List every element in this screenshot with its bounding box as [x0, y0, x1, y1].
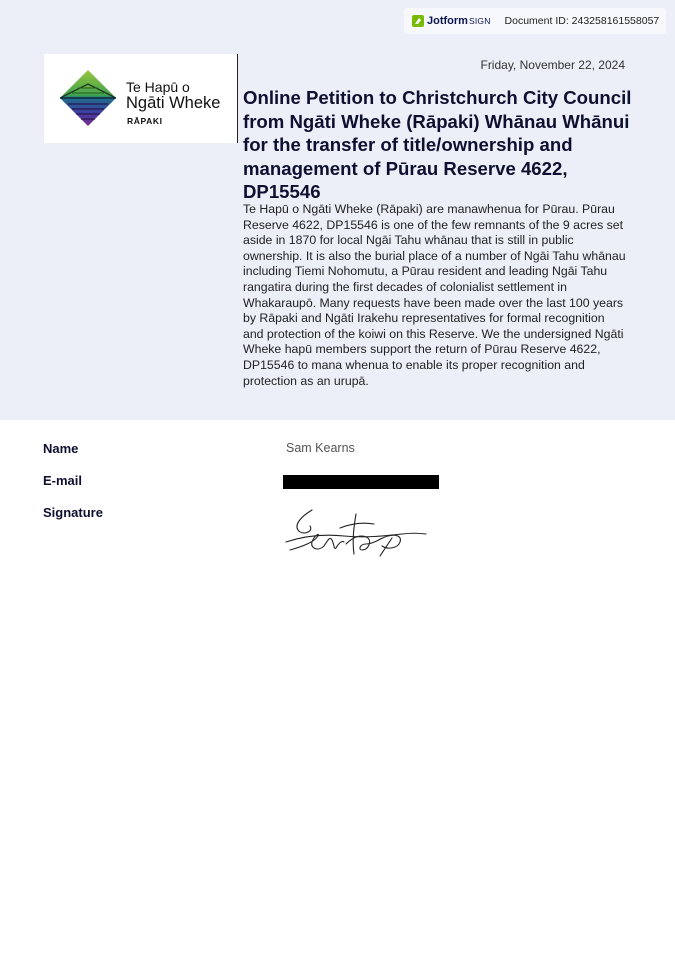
document-date: Friday, November 22, 2024 — [480, 58, 625, 72]
tribal-diamond-logo-icon — [58, 68, 118, 128]
logo-text-line2: Ngāti Wheke — [126, 94, 221, 112]
jotform-badge — [404, 8, 666, 34]
email-value-redacted — [283, 475, 439, 489]
jotform-brand-suffix: SIGN — [468, 16, 491, 26]
signature-label: Signature — [43, 505, 103, 520]
organization-logo — [44, 54, 238, 143]
name-label: Name — [43, 441, 79, 456]
jotform-brand: Jotform — [427, 15, 468, 27]
logo-text-line3: RĀPAKI — [127, 116, 163, 126]
petition-description: Te Hapū o Ngāti Wheke (Rāpaki) are manawhenua for Pūrau. Pūrau Reserve 4622, DP15546 is one of the few remnants of the 9 acres set aside in 1870 for local Ngāi Tahu whānau that is still in public ownership. It is also the burial place of a number of Ngāi Tahu whānau including Tiemi Nohomutu, a Pūrau resident and leading Ngāi Tahu rangatira during the first decades of colonialist settlement in Whakaraupō. Many requests have been made over the last 100 years by Rāpaki and Ngāti Irakehu representatives for formal recognition and protection of the koiwi on this Reserve. We the undersigned Ngāti Wheke hapū members support the return of Pūrau Reserve 4622, DP15546 to mana whenua to enable its proper recognition and protection as an urupā. — [243, 202, 626, 388]
email-label: E-mail — [43, 473, 83, 488]
document-id: Document ID: 243258161558057 — [504, 15, 660, 27]
signature-image — [284, 506, 430, 560]
jotform-logo — [412, 15, 491, 27]
logo-text-line1: Te Hapū o — [126, 79, 190, 95]
jotform-logo-icon — [412, 15, 424, 27]
name-value: Sam Kearns — [286, 441, 355, 455]
petition-title: Online Petition to Christchurch City Council from Ngāti Wheke (Rāpaki) Whānau Whānui for the transfer of title/ownership and management of Pūrau Reserve 4622, DP15546 — [243, 87, 632, 202]
